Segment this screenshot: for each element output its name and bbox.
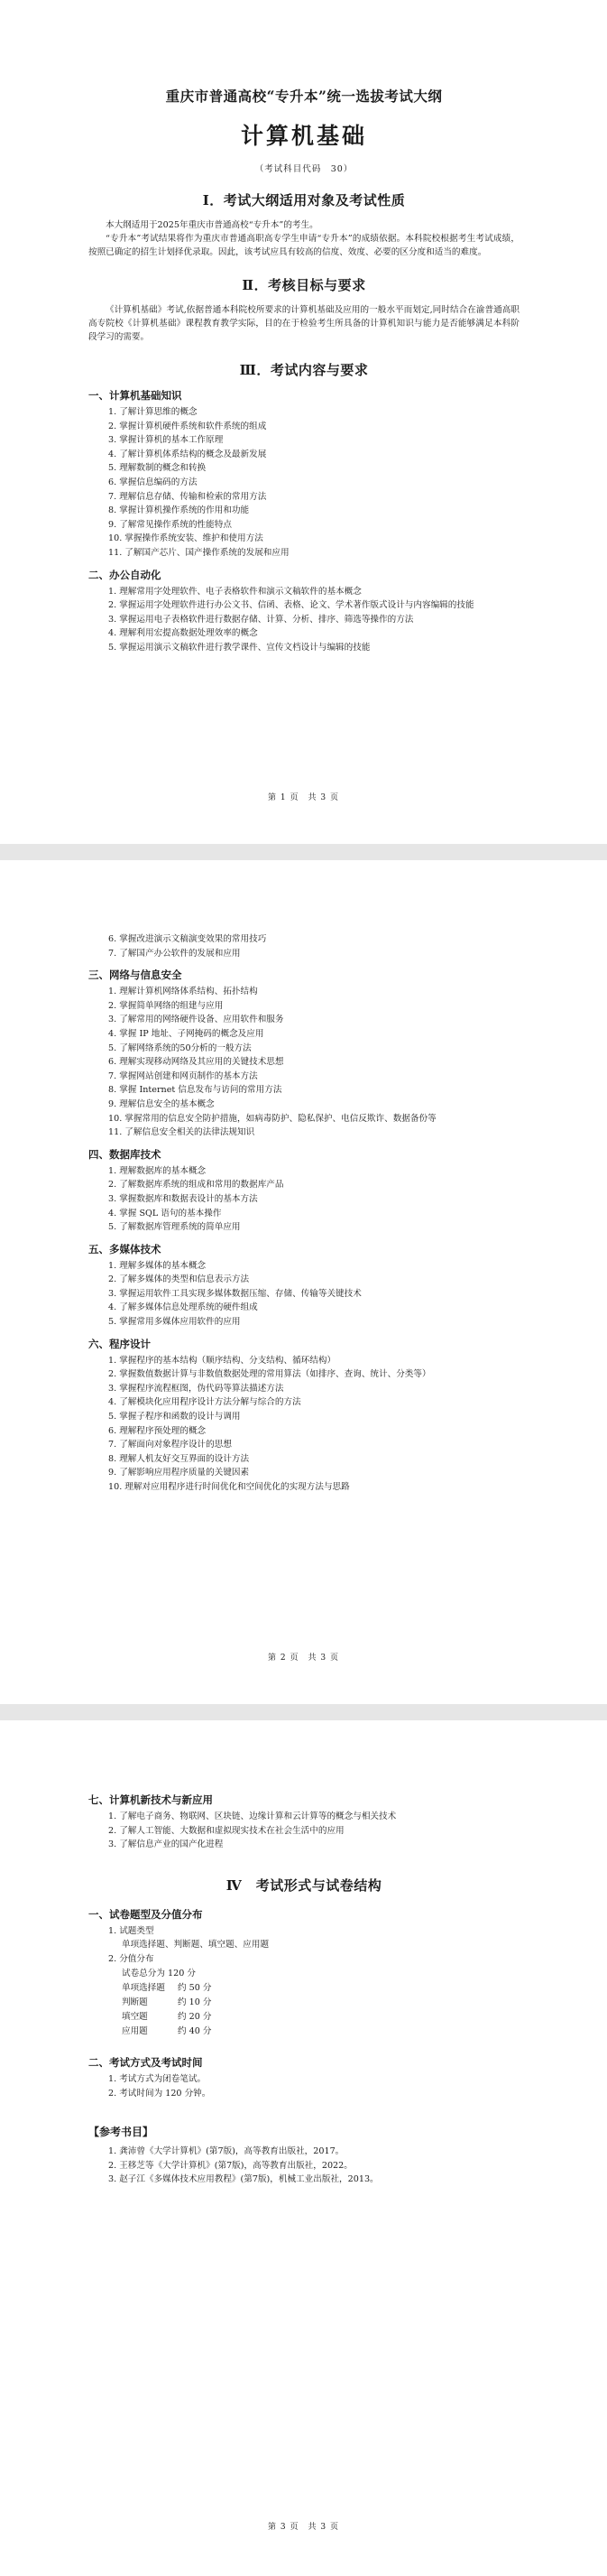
list-item: 8. 掌握 Internet 信息发布与访问的常用方法 [108,1085,282,1096]
score-type: 判断题 [122,1997,148,2007]
list-item: 3. 掌握计算机的基本工作原理 [108,435,224,446]
page-3-content [88,1793,520,2187]
score-value: 约 50 分 [178,1982,212,1993]
list-item: 4. 掌握 SQL 语句的基本操作 [108,1208,222,1219]
list-item: 4. 了解计算机体系结构的概念及最新发展 [108,449,267,459]
reference-item: 3. 赵子江《多媒体技术应用教程》(第7版)，机械工业出版社，2013。 [108,2174,379,2185]
list-item: 6. 理解实现移动网络及其应用的关键技术思想 [108,1057,284,1068]
page-footer: 第 1 页 共 3 页 [268,793,339,802]
list-item: 2. 考试时间为 120 分钟。 [108,2088,211,2099]
list-item: 3. 掌握运用软件工具实现多媒体数据压缩、存储、传输等关键技术 [108,1288,362,1299]
list-item: 7. 掌握网站创建和网页制作的基本方法 [108,1070,258,1081]
part1-heading: Ⅰ．考试大纲适用对象及考试性质 [202,192,406,208]
list-item: 5. 掌握常用多媒体应用软件的应用 [108,1317,241,1328]
score-type: 填空题 [122,2011,148,2022]
section-title: 四、数据库技术 [88,1147,161,1161]
list-item: 4. 了解模块化应用程序设计方法分解与综合的方法 [108,1397,301,1408]
list-item: 1. 了解计算思维的概念 [108,407,198,417]
section-title: 二、考试方式及考试时间 [88,2055,203,2069]
section-title: 二、办公自动化 [88,568,161,581]
part1-paragraph: “专升本”考试结果将作为重庆市普通高职高专学生申请“专升本”的成绩依据。本科院校根据考生考试成绩，按照已确定的招生计划择优录取。因此，该考试应具有较高的信度、效度、必要的区分度和适当的难度。 [88,234,520,257]
list-item: 3. 掌握运用电子表格软件进行数据存储、计算、分析、排序、筛选等操作的方法 [108,614,414,625]
references-title: 【参考书目】 [88,2126,154,2139]
list-item: 4. 了解多媒体信息处理系统的硬件组成 [108,1302,258,1313]
list-item: 3. 了解常用的网络硬件设备、应用软件和服务 [108,1015,284,1025]
score-row [88,2025,520,2039]
subject-code: （考试科目代码 30） [254,164,354,174]
list-item: 7. 了解国产办公软件的发展和应用 [108,948,241,959]
list-item: 3. 掌握程序流程框图，伪代码等算法描述方法 [108,1383,284,1394]
list-item: 3. 掌握数据库和数据表设计的基本方法 [108,1193,258,1204]
section-title: 三、网络与信息安全 [88,968,182,982]
page-footer: 第 2 页 共 3 页 [268,1654,339,1663]
list-item: 2. 掌握简单网络的组建与应用 [108,1000,224,1011]
list-item: 9. 理解信息安全的基本概念 [108,1098,215,1109]
part1-paragraph: 本大纲适用于2025年重庆市普通高校“专升本”的考生。 [106,220,318,230]
section-title: 五、多媒体技术 [88,1242,161,1256]
page-3 [0,1720,607,2576]
page-footer: 第 3 页 共 3 页 [268,2523,339,2532]
list-item: 11. 了解信息安全相关的法律法规知识 [108,1127,255,1138]
list-item: 1. 理解常用字处理软件、电子表格软件和演示文稿软件的基本概念 [108,586,362,597]
list-item: 8. 掌握计算机操作系统的作用和功能 [108,505,250,516]
list-item: 2. 了解多媒体的类型和信息表示方法 [108,1274,250,1285]
list-item: 2. 了解数据库系统的组成和常用的数据库产品 [108,1180,284,1191]
list-item: 7. 了解面向对象程序设计的思想 [108,1440,232,1450]
score-value: 约 40 分 [178,2025,212,2036]
part2-paragraph: 《计算机基础》考试,依据普通本科院校所要求的计算机基础及应用的一般水平而划定,同时结合在渝普通高职高专院校《计算机基础》课程教育教学实际，目的在于检验考生所具备的计算机知识与能力是否能够满足本科阶段学习的需要。 [88,305,520,342]
list-item: 1. 了解电子商务、物联网、区块链、边缘计算和云计算等的概念与相关技术 [108,1812,397,1821]
list-item: 6. 掌握信息编码的方法 [108,477,198,487]
list-item: 1. 理解计算机网络体系结构、拓扑结构 [108,987,258,997]
list-item: 6. 理解程序预处理的概念 [108,1425,207,1436]
list-item: 5. 了解网络系统的50分析的一般方法 [108,1042,252,1053]
list-item: 5. 掌握运用演示文稿软件进行教学课件、宣传文档设计与编辑的技能 [108,642,371,653]
list-item: 9. 了解影响应用程序质量的关键因素 [108,1468,250,1478]
section-title: 七、计算机新技术与新应用 [88,1793,213,1806]
list-item: 5. 理解数制的概念和转换 [108,463,207,474]
list-item: 2. 掌握数值数据计算与非数值数据处理的常用算法（如排序、查询、统计、分类等） [108,1369,431,1380]
list-item: 7. 理解信息存储、传输和检索的常用方法 [108,491,267,502]
list-item: 10. 掌握常用的信息安全防护措施，如病毒防护、隐私保护、电信反欺诈、数据备份等 [108,1113,437,1124]
part4-heading: Ⅳ 考试形式与试卷结构 [225,1876,382,1894]
reference-item: 1. 龚沛曾《大学计算机》(第7版)，高等教育出版社，2017。 [108,2146,345,2157]
part3-heading: Ⅲ．考试内容与要求 [239,362,369,378]
list-item: 11. 了解国产芯片、国产操作系统的发展和应用 [108,547,290,558]
page-1-content [88,0,520,655]
part2-heading: Ⅱ．考核目标与要求 [242,277,366,293]
score-type: 单项选择题 [122,1982,165,1993]
subject-title: 计算机基础 [240,123,367,149]
reference-item: 2. 王移芝等《大学计算机》(第7版)，高等教育出版社，2022。 [108,2160,353,2171]
section-title: 一、试卷题型及分值分布 [88,1907,203,1921]
score-value: 约 10 分 [178,1997,212,2007]
list-item: 9. 了解常见操作系统的性能特点 [108,519,232,530]
score-row [88,1981,520,1996]
exam-outline-title: 重庆市普通高校“专升本”统一选拔考试大纲 [165,88,443,105]
list-item: 4. 理解利用宏提高数据处理效率的概念 [108,628,258,639]
total-score: 试卷总分为 120 分 [122,1968,196,1978]
question-types: 单项选择题、判断题、填空题、应用题 [122,1940,270,1951]
page-2-content [88,932,520,1495]
score-type: 应用题 [122,2025,148,2036]
list-item: 4. 掌握 IP 地址、子网掩码的概念及应用 [108,1028,264,1039]
list-item: 2. 了解人工智能、大数据和虚拟现实技术在社会生活中的应用 [108,1825,345,1836]
section-title: 一、计算机基础知识 [88,389,182,402]
list-item: 2. 掌握计算机硬件系统和软件系统的组成 [108,421,267,431]
section-title: 六、程序设计 [88,1337,151,1350]
list-item: 10. 掌握操作系统安装、维护和使用方法 [108,533,263,544]
list-item: 5. 掌握子程序和函数的设计与调用 [108,1412,241,1422]
score-row [88,1996,520,2010]
list-item: 1. 考试方式为闭卷笔试。 [108,2073,207,2084]
score-value: 约 20 分 [178,2011,212,2022]
list-item: 1. 理解数据库的基本概念 [108,1165,207,1176]
list-item: 6. 掌握改进演示文稿演变效果的常用技巧 [108,934,267,944]
list-item: 8. 理解人机友好交互界面的设计方法 [108,1453,250,1464]
list-item: 1. 试题类型 [108,1925,154,1936]
score-row [88,2010,520,2025]
list-item: 2. 分值分布 [108,1954,154,1965]
list-item: 3. 了解信息产业的国产化进程 [108,1839,224,1850]
list-item: 10. 理解对应用程序进行时间优化和空间优化的实现方法与思路 [108,1482,350,1492]
page-1 [0,0,607,844]
list-item: 2. 掌握运用字处理软件进行办公文书、信函、表格、论文、学术著作版式设计与内容编辑的技能 [108,600,474,611]
list-item: 1. 理解多媒体的基本概念 [108,1260,207,1271]
list-item: 5. 了解数据库管理系统的简单应用 [108,1222,241,1233]
list-item: 1. 掌握程序的基本结构（顺序结构、分支结构、循环结构） [108,1355,336,1366]
page-2 [0,860,607,1704]
